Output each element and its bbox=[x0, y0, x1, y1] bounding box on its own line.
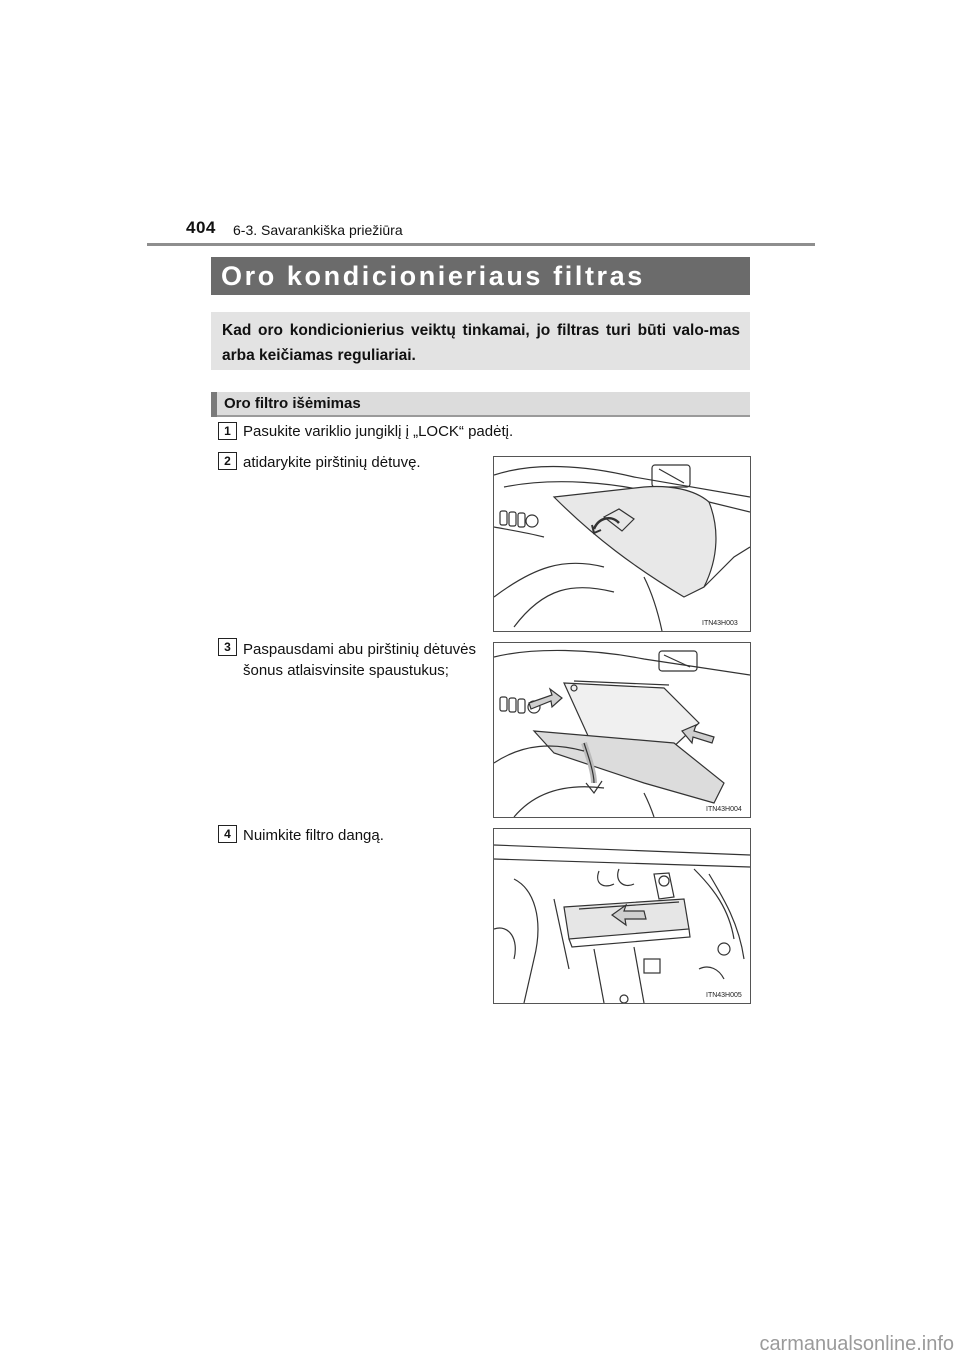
step-text-3: Paspausdami abu pirštinių dėtuvės šonus atlaisvinsite spaustukus; bbox=[243, 641, 476, 679]
figure-code-3: ITN43H005 bbox=[706, 992, 742, 999]
figure-glovebox-open bbox=[493, 456, 751, 632]
step-number-3: 3 bbox=[218, 638, 237, 656]
intro-text: Kad oro kondicionierius veiktų tinkamai, jo filtras turi būti valo-mas arba keičiamas reguliariai. bbox=[222, 322, 740, 364]
figure-filter-cover bbox=[493, 828, 751, 1004]
subsection-accent bbox=[211, 392, 217, 417]
figure-glovebox-release bbox=[493, 642, 751, 818]
figure-code-2: ITN43H004 bbox=[706, 806, 742, 813]
figure-code-1: ITN43H003 bbox=[702, 620, 738, 627]
subsection-title: Oro filtro išėmimas bbox=[224, 395, 361, 412]
page-number: 404 bbox=[186, 218, 216, 237]
glovebox-illustration bbox=[494, 457, 750, 631]
glovebox-release-illustration bbox=[494, 643, 750, 817]
step-text-4: Nuimkite filtro dangą. bbox=[243, 827, 384, 844]
watermark: carmanualsonline.info bbox=[759, 1333, 954, 1355]
step-number-1: 1 bbox=[218, 422, 237, 440]
page-title: Oro kondicionieriaus filtras bbox=[221, 261, 645, 291]
header-rule bbox=[147, 243, 815, 246]
step-number-4: 4 bbox=[218, 825, 237, 843]
section-label: 6-3. Savarankiška priežiūra bbox=[233, 222, 403, 238]
filter-cover-illustration bbox=[494, 829, 750, 1003]
step-number-2: 2 bbox=[218, 452, 237, 470]
step-text-1: Pasukite variklio jungiklį į „LOCK“ padėtį. bbox=[243, 423, 514, 440]
step-text-2: atidarykite pirštinių dėtuvę. bbox=[243, 454, 421, 471]
